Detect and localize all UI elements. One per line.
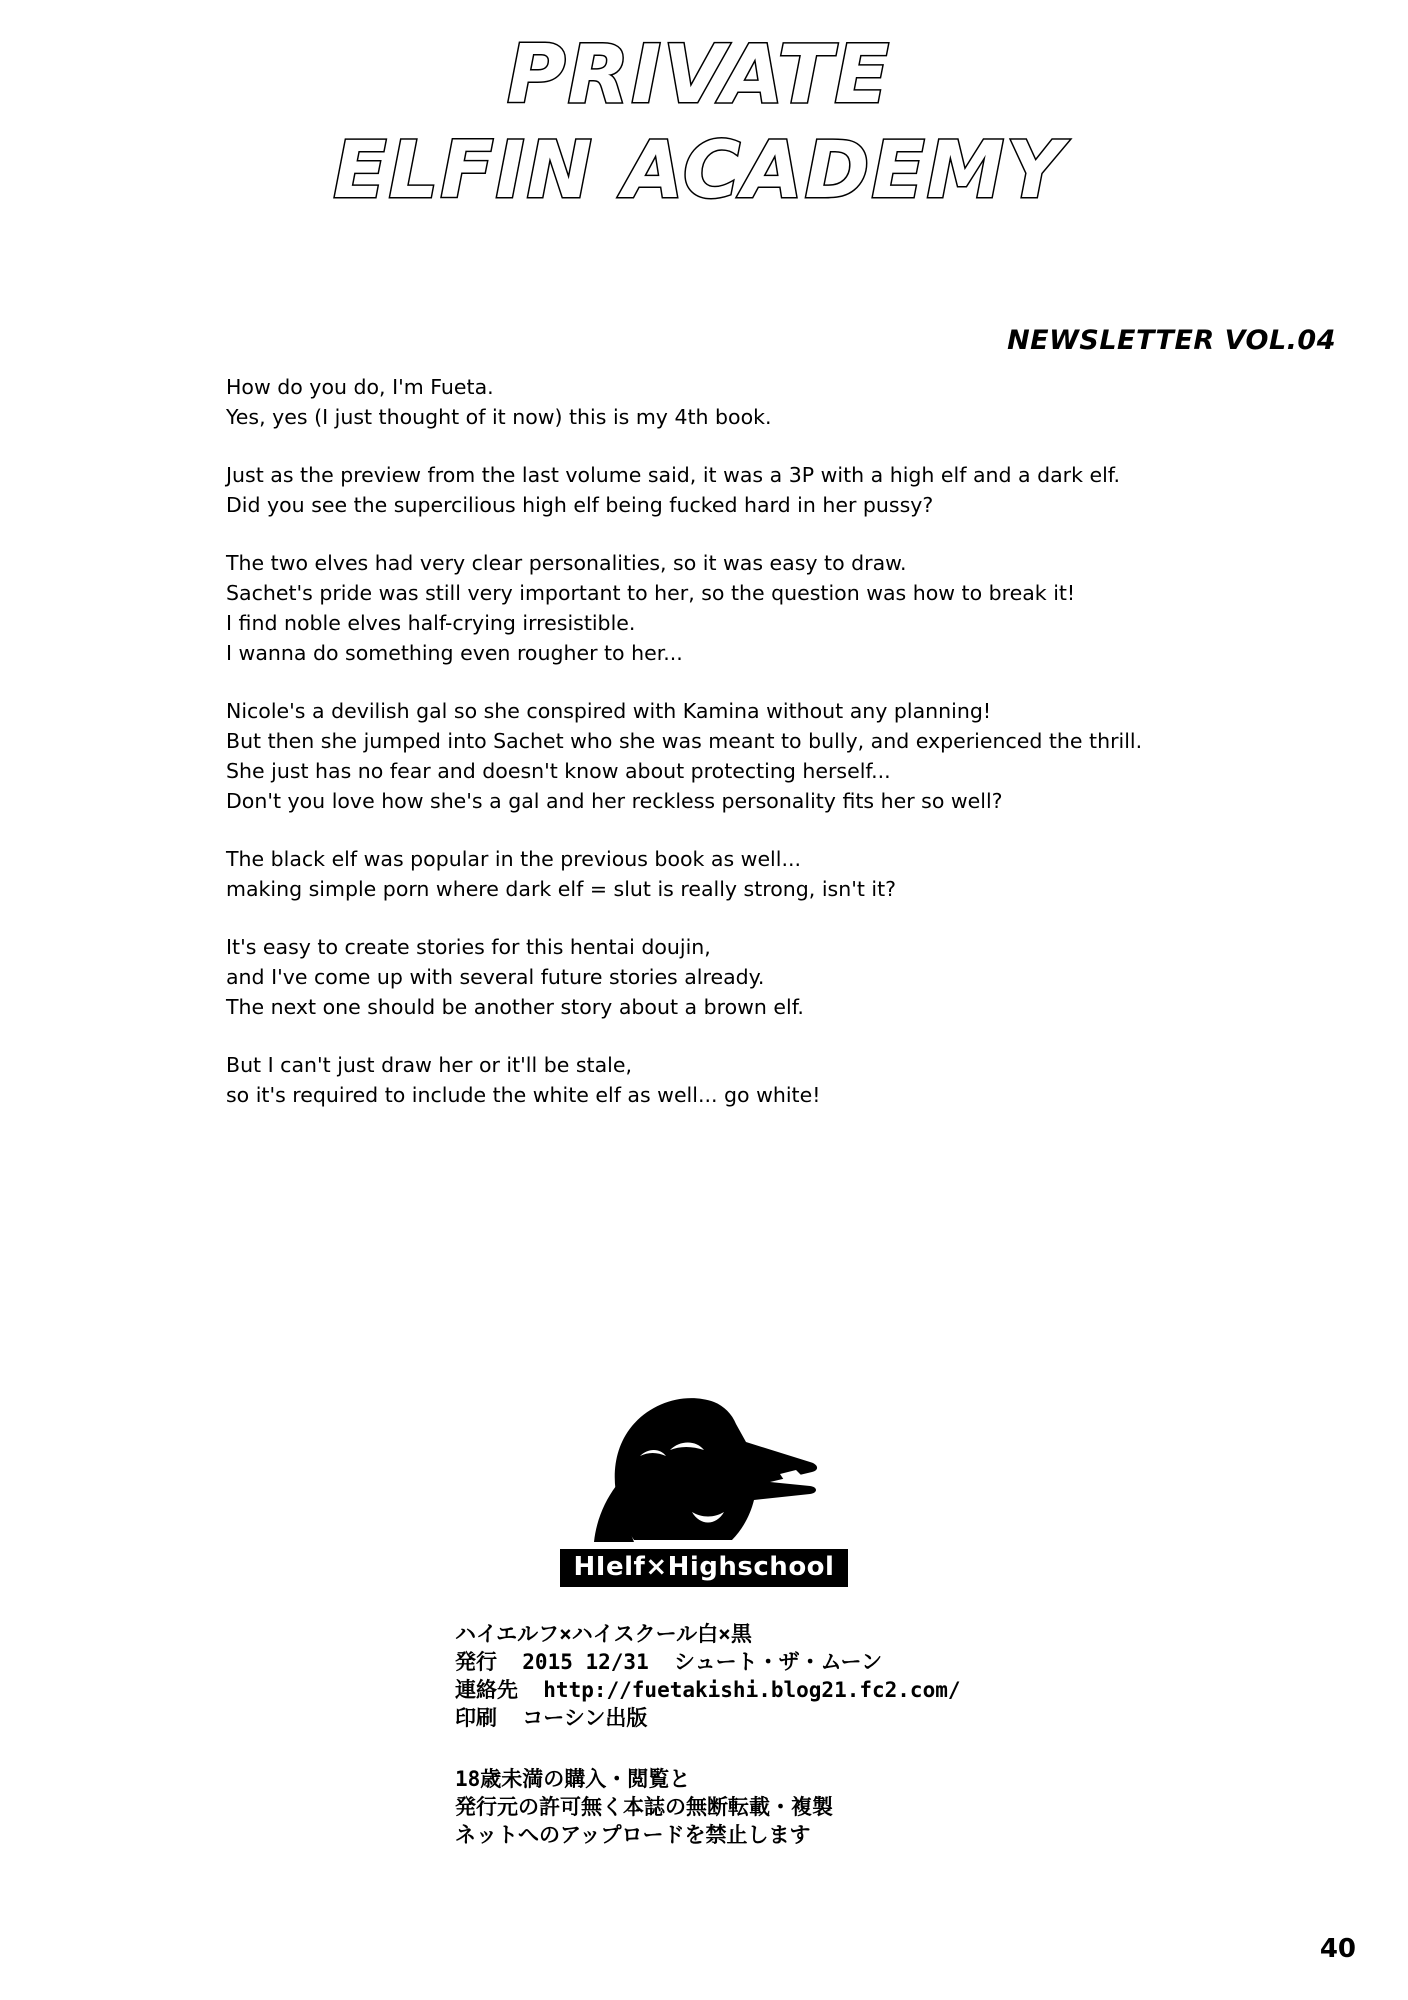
text-line: so it's required to include the white elf as well... go white! — [226, 1083, 821, 1107]
text-line: How do you do, I'm Fueta. — [226, 375, 494, 399]
paragraph — [226, 548, 1256, 668]
text-line: Don't you love how she's a gal and her reckless personality fits her so well? — [226, 789, 1003, 813]
afterword-body — [226, 372, 1256, 1110]
colophon-line-url[interactable]: 連絡先 http://fuetakishi.blog21.fc2.com/ — [455, 1678, 961, 1702]
paragraph — [226, 460, 1256, 520]
paragraph — [226, 696, 1256, 816]
text-line: Yes, yes (I just thought of it now) this is my 4th book. — [226, 405, 772, 429]
text-line: But then she jumped into Sachet who she was meant to bully, and experienced the thrill. — [226, 729, 1143, 753]
text-line: The two elves had very clear personalities, so it was easy to draw. — [226, 551, 907, 575]
text-line: making simple porn where dark elf = slut is really strong, isn't it? — [226, 877, 896, 901]
paragraph — [226, 1050, 1256, 1110]
text-line: and I've come up with several future stories already. — [226, 965, 765, 989]
text-line: I find noble elves half-crying irresistible. — [226, 611, 636, 635]
page-number: 40 — [1319, 1934, 1356, 1964]
logo-wordmark: HIelf×Highschool — [560, 1549, 849, 1587]
title-block — [0, 28, 1408, 216]
notice-line: ネットへのアップロードを禁止します — [455, 1823, 811, 1847]
text-line: I wanna do something even rougher to her... — [226, 641, 683, 665]
notice-line: 発行元の許可無く本誌の無断転載・複製 — [455, 1795, 833, 1819]
text-line: Did you see the supercilious high elf being fucked hard in her pussy? — [226, 493, 934, 517]
text-line: But I can't just draw her or it'll be stale, — [226, 1053, 632, 1077]
notice-line: 18歳未満の購入・閲覧と — [455, 1767, 691, 1791]
colophon — [455, 1620, 961, 1732]
colophon-line: 印刷 コーシン出版 — [455, 1706, 648, 1730]
colophon-line: ハイエルフ×ハイスクール白×黒 — [455, 1622, 752, 1646]
newsletter-volume-label: NEWSLETTER VOL.04 — [1007, 325, 1336, 356]
colophon-line: 発行 2015 12/31 シュート・ザ・ムーン — [455, 1650, 883, 1674]
text-line: Just as the preview from the last volume said, it was a 3P with a high elf and a dark elf. — [226, 463, 1121, 487]
title-line-primary: PRIVATE — [507, 28, 891, 121]
text-line: Sachet's pride was still very important to her, so the question was how to break it! — [226, 581, 1076, 605]
elf-silhouette-icon — [574, 1390, 834, 1555]
circle-logo — [0, 1390, 1408, 1587]
text-line: The next one should be another story about a brown elf. — [226, 995, 804, 1019]
legal-notice — [455, 1765, 833, 1849]
paragraph — [226, 932, 1256, 1022]
title-line-secondary: ELFIN ACADEMY — [333, 125, 1065, 216]
paragraph — [226, 372, 1256, 432]
text-line: She just has no fear and doesn't know about protecting herself... — [226, 759, 891, 783]
paragraph — [226, 844, 1256, 904]
text-line: Nicole's a devilish gal so she conspired with Kamina without any planning! — [226, 699, 992, 723]
text-line: The black elf was popular in the previous book as well... — [226, 847, 801, 871]
text-line: It's easy to create stories for this hentai doujin, — [226, 935, 711, 959]
